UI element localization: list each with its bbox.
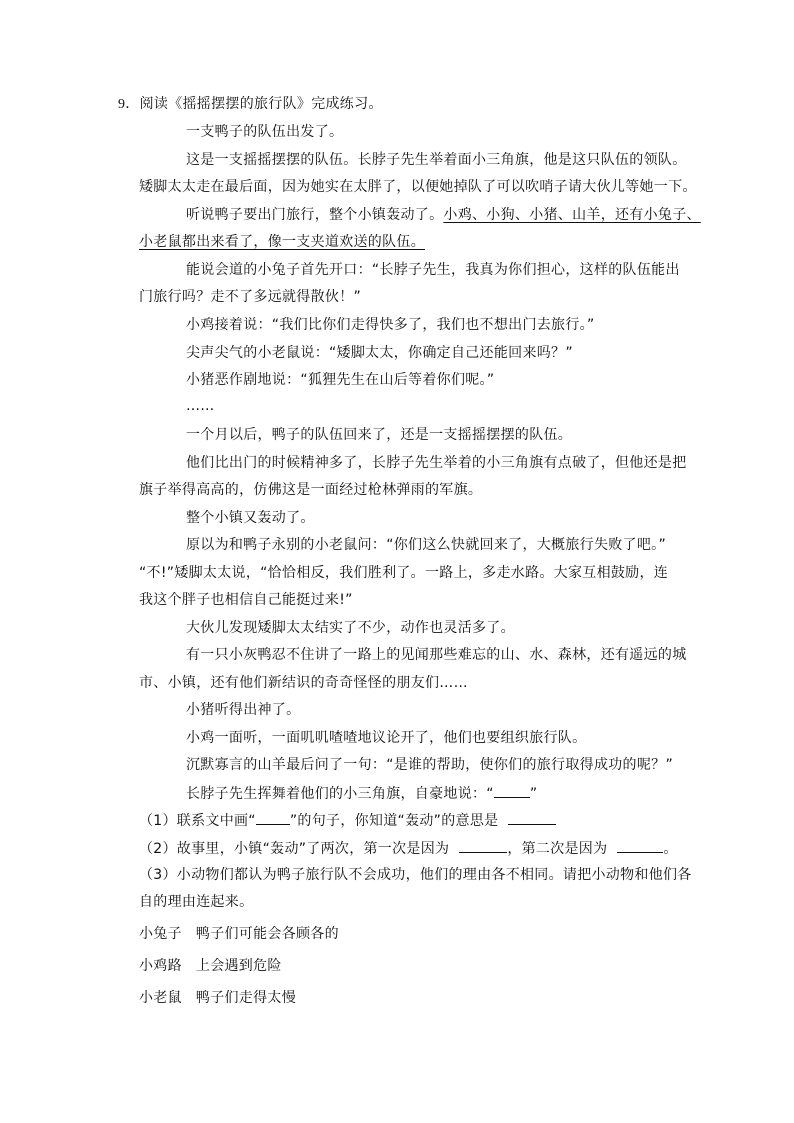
underlined-sentence: 小老鼠都出来看了，像一支夹道欢送的队伍。 [139, 234, 425, 250]
reason-text: 鸭子们可能会各顾各的 [195, 926, 339, 942]
passage-line: 整个小镇又轰动了。 [186, 510, 315, 526]
matching-row [139, 956, 282, 976]
passage-text: 听说鸭子要出门旅行，整个小镇轰动了。 [186, 207, 444, 223]
passage-line: 尖声尖气的小老鼠说：“矮脚太太，你确定自己还能回来吗？” [186, 345, 573, 361]
matching-row [139, 924, 339, 944]
subquestion-2 [139, 838, 678, 859]
question-number: 9． [118, 97, 140, 112]
passage-line [186, 783, 537, 804]
passage-text: 长脖子先生挥舞着他们的小三角旗，自豪地说：“ [186, 786, 494, 802]
subquestion-text: 。 [663, 841, 678, 857]
passage-line: 能说会道的小兔子首先开口：“长脖子先生，我真为你们担心，这样的队伍能出 [186, 262, 680, 278]
reason-text: 鸭子们走得太慢 [195, 990, 297, 1006]
passage-line: 大伙儿发现矮脚太太结实了不少，动作也灵活多了。 [186, 620, 515, 636]
matching-row [139, 988, 296, 1008]
animal-name: 小鸡路 [139, 958, 182, 974]
passage-line [186, 205, 701, 225]
passage-line: 小猪听得出神了。 [186, 702, 301, 718]
animal-name: 小兔子 [139, 926, 182, 942]
subquestion-3: （3）小动物们都认为鸭子旅行队不会成功，他们的理由各不相同。请把小动物和他们各 [139, 867, 692, 883]
subquestion-text: （1）联系文中画“ [139, 813, 256, 829]
question-instruction: 阅读《摇摇摆摆的旅行队》完成练习。 [139, 96, 383, 112]
passage-line: 这是一支摇摇摆摆的队伍。长脖子先生举着面小三角旗，他是这只队伍的领队。 [186, 152, 687, 168]
passage-line: 他们比出门的时候精神多了，长脖子先生举着的小三角旗有点破了，但他还是把 [186, 455, 687, 471]
passage-line: 一支鸭子的队伍出发了。 [186, 124, 344, 140]
passage-line: 小鸡接着说：“我们比你们走得快多了，我们也不想出门去旅行。” [186, 317, 595, 333]
passage-line: 我这个胖子也相信自己能挺过来!” [139, 592, 353, 608]
answer-blank[interactable] [459, 838, 507, 853]
subquestion-text: ”的句子，你知道“轰动”的意思是 [289, 813, 499, 829]
passage-line: 旗子举得高高的，仿佛这是一面经过枪林弹雨的军旗。 [139, 482, 483, 498]
passage-line: 矮脚太太走在最后面，因为她实在太胖了，以便她掉队了可以吹哨子请大伙儿等她一下。 [139, 179, 697, 195]
answer-blank[interactable] [494, 783, 530, 798]
passage-line: 门旅行吗？走不了多远就得散伙！” [139, 289, 362, 305]
passage-line: 小猪恶作剧地说：“狐狸先生在山后等着你们呢。” [186, 372, 495, 388]
subquestion-text: ，第二次是因为 [507, 841, 608, 857]
answer-blank[interactable] [617, 838, 663, 853]
subquestion-1 [139, 810, 556, 831]
passage-line: 一个月以后，鸭子的队伍回来了，还是一支摇摇摆摆的队伍。 [186, 427, 573, 443]
passage-ellipsis: …… [186, 398, 215, 414]
passage-line: 原以为和鸭子永别的小老鼠问：“你们这么快就回来了，大概旅行失败了吧。” [186, 537, 667, 553]
passage-text: ” [529, 786, 538, 802]
passage-line [139, 232, 425, 252]
passage-line: 市、小镇，还有他们新结识的奇奇怪怪的朋友们…… [139, 675, 468, 691]
passage-line: 小鸡一面听，一面叽叽喳喳地议论开了，他们也要组织旅行队。 [186, 730, 587, 746]
reason-text: 上会遇到危险 [195, 958, 282, 974]
animal-name: 小老鼠 [139, 990, 182, 1006]
passage-line: 沉默寡言的山羊最后问了一句：“是谁的帮助，使你们的旅行取得成功的呢？” [186, 757, 674, 773]
passage-line: “不!”矮脚太太说，“恰恰相反，我们胜利了。一路上，多走水路。大家互相鼓励，连 [139, 565, 669, 581]
subquestion-text: （2）故事里，小镇“轰动”了两次，第一次是因为 [139, 841, 450, 857]
answer-blank[interactable] [256, 810, 290, 825]
subquestion-3-continued: 自的理由连起来。 [139, 894, 254, 910]
question-header [118, 94, 383, 115]
answer-blank[interactable] [508, 810, 556, 825]
passage-line: 有一只小灰鸭忍不住讲了一路上的见闻那些难忘的山、水、森林，还有遥远的城 [186, 647, 687, 663]
underlined-sentence: 小鸡、小狗、小猪、山羊，还有小兔子、 [443, 207, 701, 223]
